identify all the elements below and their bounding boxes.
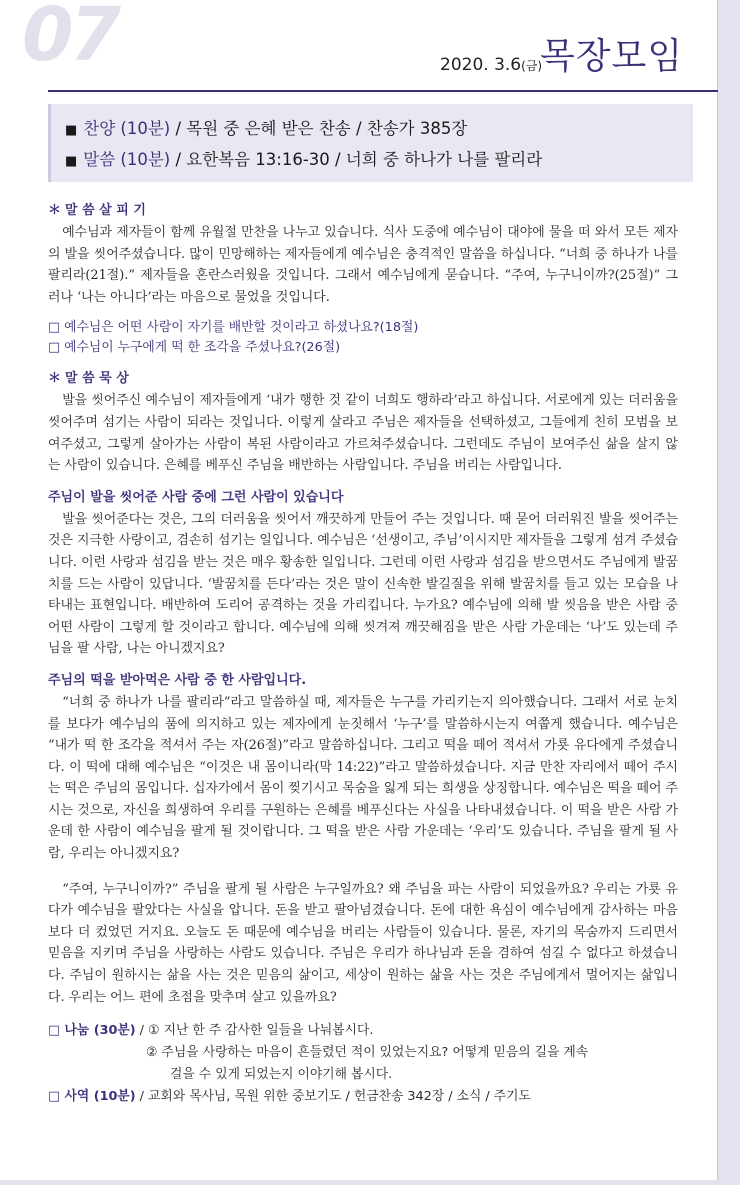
asterisk-icon: ＊ (48, 371, 62, 387)
spacer (48, 477, 678, 487)
sharing-item-continued: 걸을 수 있게 되었는지 이야기해 봅시다. (170, 1067, 393, 1083)
agenda-item-praise (65, 114, 693, 145)
section-body: 발을 씻어주신 예수님이 제자들에게 ‘내가 행한 것 같이 너희도 행하라’라고 하십니다. 서로에게 있는 더러움을 씻어주며 섬기는 사람이 되라는 것입니다. 이렇게 살라고 주님은 제자들을 선택하셨고, 그들에게 친히 모범을 보여주셨고, 그렇게 살아가는 사람이 복된 사람이라고 가르쳐주셨습니다. 그런데도 주님이 보여주신 삶을 살지 않는 사람이 있습니다. 은혜를 베푸신 주님을 배반하는 사람입니다. 주님을 버리는 사람입니다. (48, 393, 678, 474)
agenda-text: / 목원 중 은혜 받은 찬송 / 찬송가 385장 (170, 119, 468, 138)
section-body: 예수님과 제자들이 함께 유월절 만찬을 나누고 있습니다. 식사 도중에 예수님이 대야에 물을 떠 와서 모든 제자의 발을 씻어주셨습니다. 많이 민망해하는 제자들에게 예수님은 충격적인 말씀을 하십니다. “너희 중 하나가 나를 팔리라(21절).” 제자들을 혼란스러웠을 것입니다. 그래서 예수님에게 묻습니다. “주여, 누구니이까?(25절)” 그러나 ‘나는 아니다’라는 마음으로 물었을 것입니다. (48, 225, 678, 305)
spacer (48, 865, 678, 879)
section-heading (48, 200, 678, 222)
section-heading: 주님의 떡을 받아먹은 사람 중 한 사람입니다. (48, 672, 307, 688)
ministry-text: / 교회와 목사님, 목원 위한 중보기도 / 헌금찬송 342장 / 소식 / 주기도 (135, 1089, 531, 1105)
section-body: “주여, 누구니이까?” 주님을 팔게 될 사람은 누구일까요? 왜 주님을 파는 사람이 되었을까요? 우리는 가룟 유다가 예수님을 팔았다는 사실을 압니다. 돈을 받고 팔아넘겼습니다. 돈에 대한 욕심이 예수님에게 감사하는 마음보다 더 컸었던 거지요. 오늘도 돈 때문에 예수님을 버리는 사람들이 있습니다. 물론, 자기의 목숨까지 드리면서 믿음을 지키며 주님을 사랑하는 사람도 있습니다. 주님은 우리가 하나님과 돈을 겸하여 섬길 수 없다고 하셨습니다. 주님이 원하시는 삶을 사는 것은 믿음의 삶이고, 세상이 원하는 삶을 사는 것은 주님에게서 멀어지는 삶입니다. 우리는 어느 편에 초점을 맞추며 살고 있을까요? (48, 881, 678, 1005)
sharing-block (48, 1020, 678, 1108)
section-heading (48, 368, 678, 390)
spacer (48, 308, 678, 318)
ministry-label: □ 사역 (10분) (48, 1089, 136, 1105)
question-item: □ 예수님이 누구에게 떡 한 조각을 주셨나요?(26절) (48, 340, 341, 356)
sharing-line (48, 1020, 678, 1042)
ministry-line (48, 1086, 678, 1108)
section-heading-text: 말 씀 묵 상 (65, 371, 129, 387)
square-bullet-icon: ■ (65, 123, 78, 138)
asterisk-icon: ＊ (48, 203, 62, 218)
agenda-category: 말씀 (10분) (83, 150, 171, 169)
square-bullet-icon: ■ (65, 154, 78, 169)
page-edge-border (717, 0, 740, 1185)
sharing-item: / ① 지난 한 주 감사한 일들을 나눠봅시다. (135, 1023, 374, 1039)
section-body: “너희 중 하나가 나를 팔리라”라고 말씀하실 때, 제자들은 누구를 가리키는지 의아했습니다. 그래서 서로 눈치를 보다가 예수님의 품에 의지하고 있는 제자에게 눈짓해서 ‘누구’를 말씀하시는지 여쭙게 했습니다. 예수님은 “내가 떡 한 조각을 적셔서 주는 자(26절)”라고 말씀하십니다. 그리고 떡을 떼어 적셔서 가룟 유다에게 주셨습니다. 이 떡에 대해 예수님은 “이것은 내 몸이니라(막 14:22)”라고 말씀하셨습니다. 지금 만찬 자리에서 떼어 주시는 떡은 주님의 몸입니다. 십자가에서 몸이 찢기시고 목숨을 잃게 되는 희생을 상징합니다. 예수님은 떡을 떼어 주시는 것으로, 자신을 희생하여 우리를 구원하는 은혜를 베푸신다는 사실을 나타내셨습니다. 이 떡을 받은 사람 가운데 한 사람이 예수님을 팔게 될 것이랍니다. 그 떡을 받은 사람 가운데는 ‘우리’도 있습니다. 주님을 팔게 될 사람, 우리는 아니겠지요? (48, 694, 679, 862)
spacer (48, 358, 678, 368)
date-text: 2020. 3.6 (440, 55, 522, 75)
section-body: 발을 씻어준다는 것은, 그의 더러움을 씻어서 깨끗하게 만들어 주는 것입니다. 때 묻어 더러워진 발을 씻어주는 것은 지극한 사랑이고, 겸손히 섬기는 일입니다. 예수님은 ‘선생이고, 주님’이시지만 제자들을 그렇게 섬겨 주셨습니다. 이런 사랑과 섬김을 받는 것은 매우 황송한 일입니다. 그런데 이런 사랑과 섬김을 받으면서도 주님에게 발꿈치를 드는 사람이 있답니다. ‘발꿈치를 든다’라는 것은 말이 신속한 발길질을 위해 발꿈치를 들고 있는 모습을 나타내는 표현입니다. 배반하여 도리어 공격하는 것을 가리킵니다. 누가요? 예수님에 의해 발 씻음을 받은 사람 중 어떤 사람이 그렇게 할 것이라고 합니다. 예수님에 의해 씻겨져 깨끗해짐을 받은 사람 가운데는 ‘나’도 있는데 주님을 팔 사람, 나는 아니겠지요? (48, 511, 679, 657)
agenda-category: 찬양 (10분) (83, 119, 171, 138)
spacer (48, 1008, 678, 1020)
agenda-item-word (65, 145, 693, 176)
page-number: 07 (22, 0, 117, 78)
meeting-date (440, 55, 542, 75)
sharing-label: □ 나눔 (30분) (48, 1023, 136, 1039)
page-title: 목장모임 (540, 36, 684, 77)
section-heading: 주님이 발을 씻어준 사람 중에 그런 사람이 있습니다 (48, 489, 344, 505)
spacer (48, 660, 678, 670)
main-content (48, 200, 678, 1108)
section-heading-text: 말 씀 살 피 기 (65, 203, 146, 218)
header-divider (48, 90, 718, 92)
sharing-item: ② 주님을 사랑하는 마음이 흔들렸던 적이 있었는지요? 어떻게 믿음의 길을 계속 (146, 1045, 589, 1061)
agenda-panel (48, 104, 693, 182)
date-day: (금) (521, 59, 543, 73)
agenda-text: / 요한복음 13:16-30 / 너희 중 하나가 나를 팔리라 (170, 150, 543, 169)
page-bottom-border (0, 1180, 740, 1185)
question-item: □ 예수님은 어떤 사람이 자기를 배반할 것이라고 하셨나요?(18절) (48, 320, 419, 336)
